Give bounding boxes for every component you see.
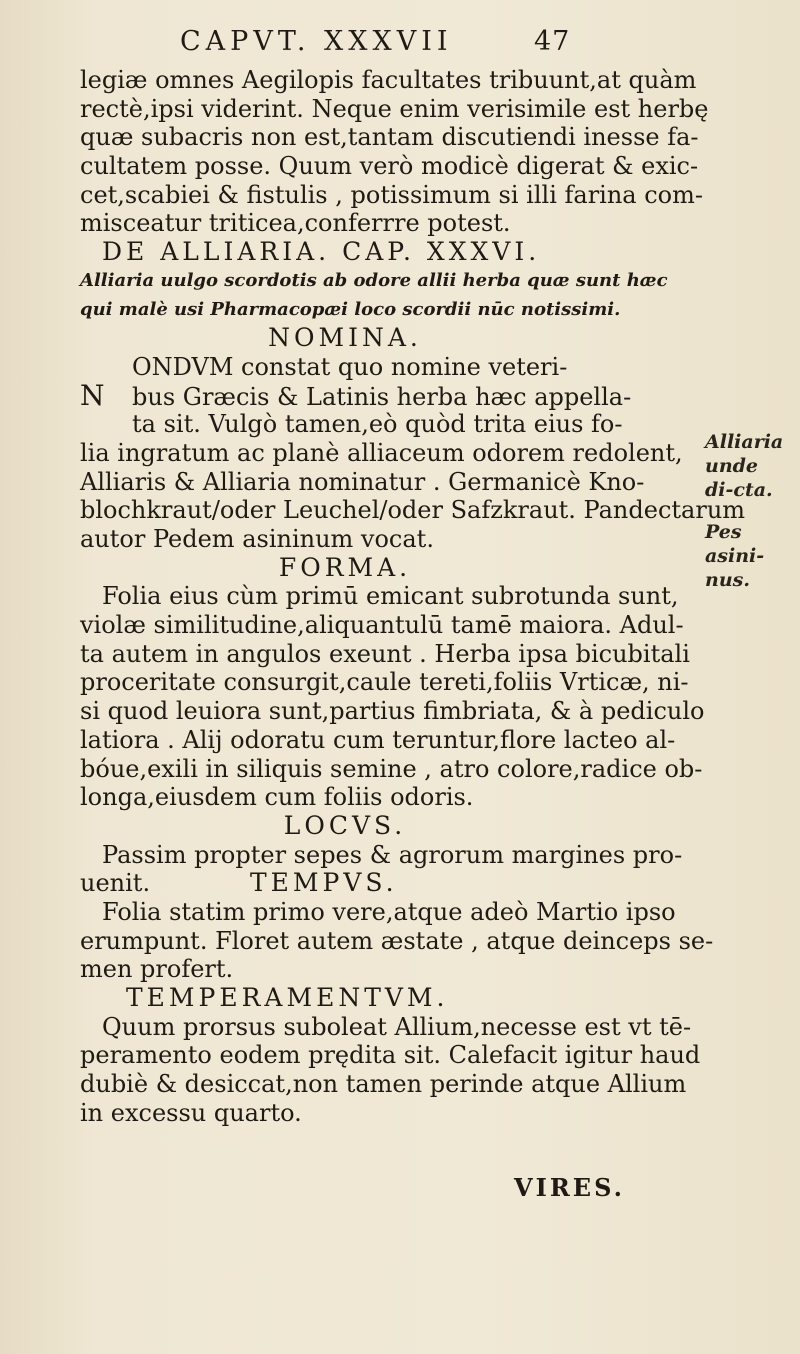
text-line: erumpunt. Floret autem æstate , atque deinceps se- [80,926,714,955]
text-span: bus Græcis & Latinis herba hæc appella- [132,382,632,411]
text-line: rectè,ipsi viderint. Neque enim verisimile est herbę [80,94,709,123]
text-line: dubiè & desiccat,non tamen perinde atque Allium [80,1070,687,1099]
margin-note-pes-asininus: Pes asini-nus. [705,521,765,591]
chapter-subtitle-line: qui malè usi Pharmacopæi loco scordii nūc notissimi. [80,298,621,320]
text-line: peramento eodem prędita sit. Calefacit igitur haud [80,1041,701,1070]
margin-note-alliaria: Alliaria unde di-cta. [705,431,784,501]
text-line: lia ingratum ac planè alliaceum odorem redolent, [80,438,683,467]
chapter-running-title: CAPVT. XXXVII [180,26,453,57]
tempus-paragraph [80,897,714,984]
text-line: cultatem posse. Quum verò modicè digerat & exic- [80,152,699,181]
text-line: cet,scabiei & fistulis , potissimum si illi farina com- [80,180,703,209]
forma-paragraph [80,582,705,812]
running-header [180,26,680,66]
text-line: Folia statim primo vere,atque adeò Martio ipso [102,897,676,926]
text-line: Alliaris & Alliaria nominatur . Germanicè Kno- [80,467,645,496]
chapter-subtitle-line: Alliaria uulgo scordotis ab odore allii herba quæ sunt hæc [80,269,668,291]
section-heading-forma: FORMA. [278,552,412,582]
chapter-heading: DE ALLIARIA. CAP. XXXVI. [102,237,541,267]
text-line: Passim propter sepes & agrorum margines pro- [102,840,683,869]
text-line: si quod leuiora sunt,partius fimbriata, & à pediculo [80,697,705,726]
temperamentum-paragraph [80,1012,701,1128]
text-line: proceritate consurgit,caule tereti,foliis Vrticæ, ni- [80,668,689,697]
text-line [80,869,680,898]
page-number: 47 [534,26,571,57]
text-line: in excessu quarto. [80,1098,302,1127]
text-line: Folia eius cùm primū emicant subrotunda sunt, [102,582,679,611]
catchword: VIRES. [514,1173,625,1202]
text-line: bóue,exili in siliquis semine , atro colore,radice ob- [80,754,703,783]
section-heading-temperamentum: TEMPERAMENTVM. [126,983,449,1012]
text-line: ONDVM constat quo nomine veteri- [132,352,568,381]
section-heading-nomina: NOMINA. [268,323,422,353]
text-line: blochkraut/oder Leuchel/oder Safzkraut. Pandectarum [80,496,746,525]
text-line: legiæ omnes Aegilopis facultates tribuunt,at quàm [80,66,697,94]
text-line: men profert. [80,955,234,984]
text-line: latiora . Alij odoratu cum teruntur,flore lacteo al- [80,725,676,754]
text-line: violæ similitudine,aliquantulū tamē maiora. Adul- [80,611,684,640]
drop-capital: N [80,378,105,412]
text-line: ta autem in angulos exeunt . Herba ipsa bicubitali [80,639,690,668]
text-line: ta sit. Vulgò tamen,eò quòd trita eius fo- [132,410,623,439]
text-line: quæ subacris non est,tantam discutiendi inesse fa- [80,123,699,152]
section-heading-tempus: TEMPVS. [250,868,398,898]
text-line [80,378,680,412]
text-line: misceatur triticea,conferrre potest. [80,209,511,238]
text-span: uenit. [80,869,151,898]
text-line: longa,eiusdem cum foliis odoris. [80,783,474,812]
locus-paragraph [80,840,683,898]
text-line: Quum prorsus suboleat Allium,necesse est vt tē- [102,1012,692,1041]
text-line: autor Pedem asininum vocat. [80,525,434,553]
section-heading-locus: LOCVS. [283,810,407,840]
continuation-paragraph [80,66,709,238]
